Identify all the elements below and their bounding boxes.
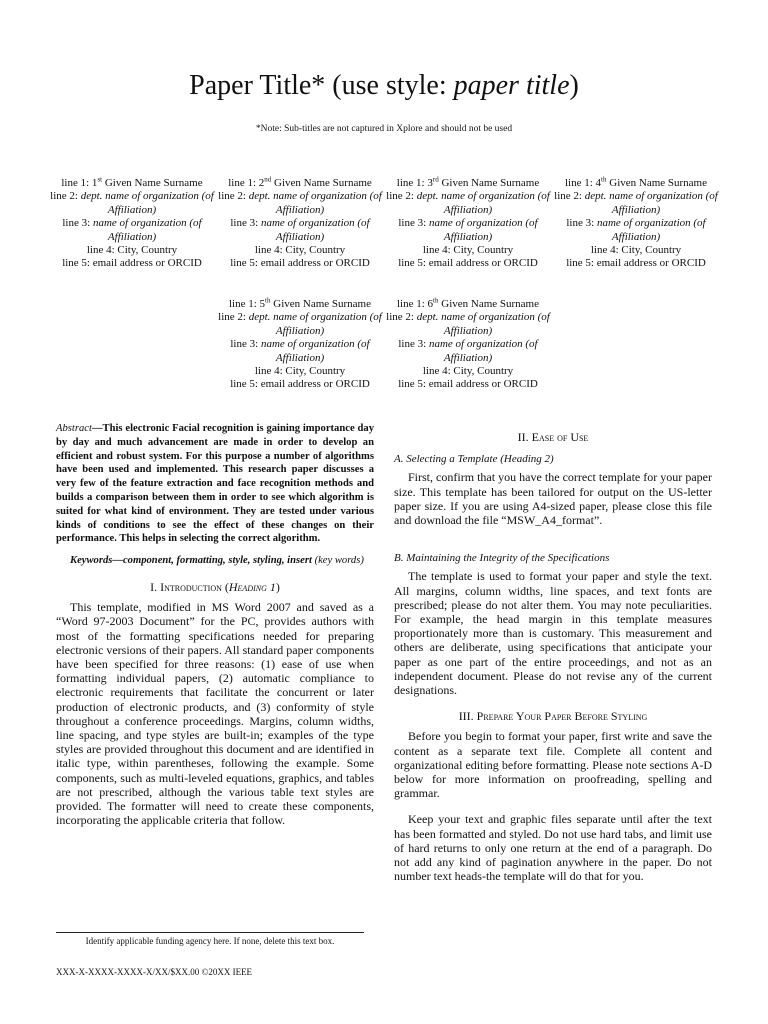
author-6 <box>384 298 552 392</box>
author-line-5: line 5: email address or ORCID <box>62 257 202 270</box>
subsection-a-paragraph: First, confirm that you have the correct template for your paper size. This template has been tailored for output on the US-letter paper size. If you are using A4-sized paper, please close this file and download the file “MSW_A4_format”. <box>394 470 712 528</box>
author-line-4: line 4: City, Country <box>254 365 346 378</box>
author-line-1: line 1: 5th Given Name Surname <box>228 296 371 310</box>
author-line-2: line 2: dept. name of organization (of Affiliation) <box>386 311 550 337</box>
prepare-paragraph-2: Keep your text and graphic files separate until after the text has been formatted and styled. Do not use hard tabs, and limit use of hard returns to only one return at the end of a paragraph. Do not add any kind of pagination anywhere in the paper. Do not number text heads-the template will do that for you. <box>394 812 712 884</box>
author-line-3: line 3: name of organization (of Affiliation) <box>230 338 370 364</box>
author-1 <box>48 177 216 271</box>
funding-note: Identify applicable funding agency here. If none, delete this text box. <box>85 936 335 946</box>
author-line-4: line 4: City, Country <box>422 365 514 378</box>
left-column <box>56 422 374 827</box>
section-heading-prepare: III. Prepare Your Paper Before Styling <box>458 709 648 724</box>
right-column <box>394 430 712 883</box>
paper-title: Paper Title* (use style: paper title) <box>189 70 579 101</box>
subsection-heading-b: B. Maintaining the Integrity of the Specifications <box>394 552 610 565</box>
author-line-3: line 3: name of organization (of Affiliation) <box>230 217 370 243</box>
author-line-5: line 5: email address or ORCID <box>398 378 538 391</box>
author-line-1: line 1: 2nd Given Name Surname <box>228 175 372 189</box>
section-heading-introduction: I. Introduction (Heading 1) <box>150 579 280 594</box>
author-line-1: line 1: 4th Given Name Surname <box>564 175 707 189</box>
footnote-divider <box>56 932 364 933</box>
author-line-5: line 5: email address or ORCID <box>230 257 370 270</box>
author-line-5: line 5: email address or ORCID <box>398 257 538 270</box>
subtitle-note: *Note: Sub-titles are not captured in Xplore and should not be used <box>255 124 513 134</box>
author-line-3: line 3: name of organization (of Affiliation) <box>398 338 538 364</box>
author-line-4: line 4: City, Country <box>422 244 514 257</box>
keywords: Keywords—component, formatting, style, styling, insert (key words) <box>70 555 364 567</box>
author-line-3: line 3: name of organization (of Affiliation) <box>566 217 706 243</box>
author-line-5: line 5: email address or ORCID <box>566 257 706 270</box>
author-3 <box>384 177 552 271</box>
abstract: Abstract—This electronic Facial recognition is gaining importance day by day and much advancement are made in order to develop an efficient and robust system. For this purpose a number of algorithms have been used and implemented. This research paper discusses a very few of the feature extraction and face recognition methods and builds a comparison between them in order to see which algorithm is suited for what kind of environment. They are tested under various kinds of conditions to see the effect of these changes on their performance. This helps in selecting the correct algorithm. <box>56 423 374 545</box>
author-line-2: line 2: dept. name of organization (of Affiliation) <box>386 190 550 216</box>
author-line-2: line 2: dept. name of organization (of Affiliation) <box>50 190 214 216</box>
author-line-2: line 2: dept. name of organization (of Affiliation) <box>218 190 382 216</box>
prepare-paragraph-1: Before you begin to format your paper, first write and save the content as a separate text file. Complete all content and organizational editing before formatting. Please note sections A-D below for more information on proofreading, spelling and grammar. <box>394 729 712 801</box>
introduction-paragraph: This template, modified in MS Word 2007 and saved as a “Word 97-2003 Document” for the PC, provides authors with most of the formatting specifications needed for preparing electronic versions of their papers. All standard paper components have been specified for three reasons: (1) ease of use when formatting individual papers, (2) automatic compliance to electronic requirements that facilitate the concurrent or later production of electronic products, and (3) conformity of style throughout a conference proceedings. Margins, column widths, line spacing, and type styles are built-in; examples of the type styles are provided throughout this document and are identified in italic type, within parentheses, following the example. Some components, such as multi-leveled equations, graphics, and tables are not prescribed, although the various table text styles are provided. The formatter will need to create these components, incorporating the applicable criteria that follow. <box>56 600 374 828</box>
author-line-4: line 4: City, Country <box>254 244 346 257</box>
author-line-2: line 2: dept. name of organization (of Affiliation) <box>554 190 718 216</box>
author-line-1: line 1: 1st Given Name Surname <box>61 175 203 189</box>
author-2 <box>216 177 384 271</box>
author-line-1: line 1: 3rd Given Name Surname <box>396 175 540 189</box>
author-line-5: line 5: email address or ORCID <box>230 378 370 391</box>
author-line-1: line 1: 6th Given Name Surname <box>396 296 539 310</box>
author-line-4: line 4: City, Country <box>590 244 682 257</box>
section-heading-ease-of-use: II. Ease of Use <box>517 430 589 444</box>
author-line-3: line 3: name of organization (of Affiliation) <box>62 217 202 243</box>
author-4 <box>552 177 720 271</box>
author-5 <box>216 298 384 392</box>
author-line-4: line 4: City, Country <box>86 244 178 257</box>
copyright-line: XXX-X-XXXX-XXXX-X/XX/$XX.00 ©20XX IEEE <box>56 967 253 977</box>
author-line-2: line 2: dept. name of organization (of Affiliation) <box>218 311 382 337</box>
subsection-heading-a: A. Selecting a Template (Heading 2) <box>394 453 554 466</box>
subsection-b-paragraph: The template is used to format your paper and style the text. All margins, column widths, line spaces, and text fonts are prescribed; please do not alter them. You may note peculiarities. For example, the head margin in this template measures proportionately more than is customary. This measurement and others are deliberate, using specifications that anticipate your paper as one part of the entire proceedings, and not as an independent document. Please do not revise any of the current designations. <box>394 569 712 698</box>
author-line-3: line 3: name of organization (of Affiliation) <box>398 217 538 243</box>
